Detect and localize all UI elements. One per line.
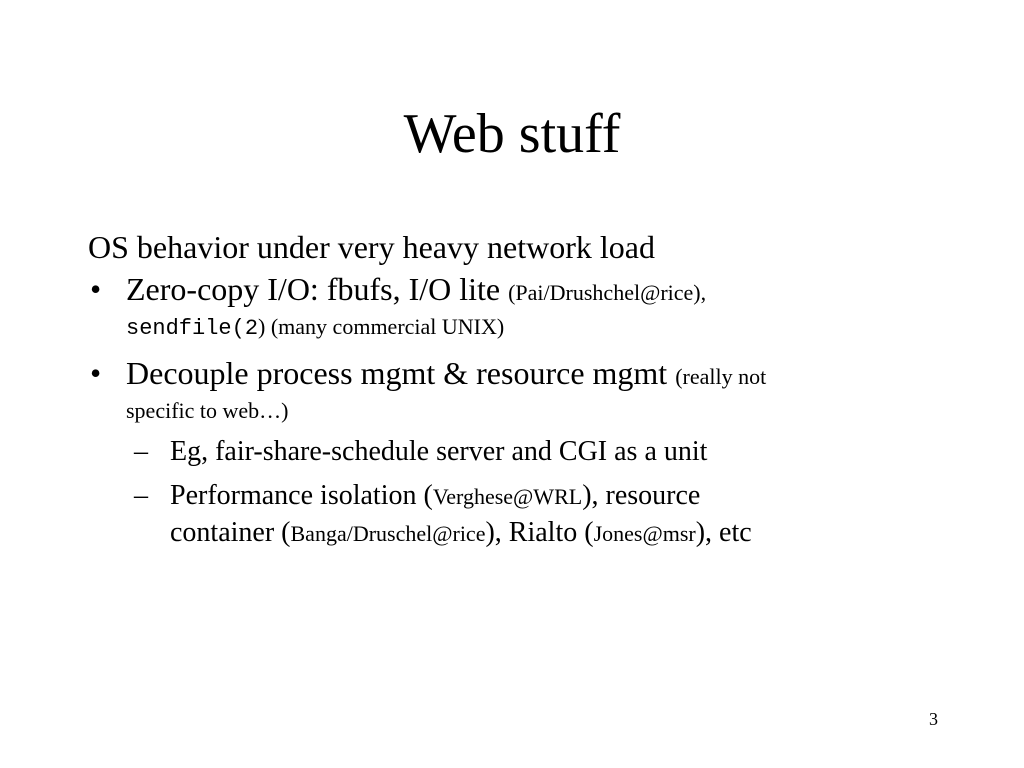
sub-bullet-text: ), resource bbox=[582, 480, 701, 511]
bullet-continuation bbox=[126, 312, 948, 344]
reference-jones: Jones@msr bbox=[593, 521, 696, 546]
bullet-zero-copy bbox=[88, 270, 948, 344]
code-sendfile: sendfile(2 bbox=[126, 316, 259, 341]
bullet-marker: • bbox=[90, 355, 102, 391]
sub-bullet-fair-share bbox=[88, 434, 948, 470]
sub-bullet-text: ), Rialto ( bbox=[485, 517, 594, 548]
spacer bbox=[88, 470, 948, 478]
bullet-line bbox=[126, 270, 948, 312]
sub-bullet-text: Performance isolation ( bbox=[170, 480, 433, 511]
spacer bbox=[88, 344, 948, 352]
page-number: 3 bbox=[929, 709, 938, 729]
slide-title: Web stuff bbox=[403, 103, 621, 165]
sub-bullet-line bbox=[170, 515, 948, 552]
dash-marker: – bbox=[134, 480, 148, 511]
dash-marker: – bbox=[134, 436, 148, 467]
reference-verghese: Verghese@WRL bbox=[432, 484, 583, 509]
bullet-marker: • bbox=[90, 271, 102, 307]
slide-body bbox=[88, 226, 948, 552]
sub-bullet-line bbox=[170, 478, 948, 515]
lead-line: OS behavior under very heavy network load bbox=[88, 229, 655, 265]
bullet-text: Decouple process mgmt & resource mgmt bbox=[126, 355, 676, 391]
bullet-line bbox=[126, 354, 948, 396]
sub-bullet-text: container ( bbox=[170, 517, 291, 548]
bullet-continuation: specific to web…) bbox=[126, 398, 289, 423]
sub-bullet-performance-isolation bbox=[88, 478, 948, 552]
bullet-continuation-text: ) (many commercial UNIX) bbox=[258, 314, 505, 339]
spacer bbox=[88, 426, 948, 434]
bullet-reference: (Pai/Drushchel@rice), bbox=[508, 280, 707, 305]
bullet-text: Zero-copy I/O: fbufs, I/O lite bbox=[126, 271, 509, 307]
bullet-reference: (really not bbox=[675, 364, 767, 389]
sub-bullet-text: ), etc bbox=[695, 517, 752, 548]
reference-banga: Banga/Druschel@rice bbox=[290, 521, 486, 546]
sub-bullet-text: Eg, fair-share-schedule server and CGI as a unit bbox=[170, 436, 708, 467]
bullet-decouple bbox=[88, 354, 948, 426]
